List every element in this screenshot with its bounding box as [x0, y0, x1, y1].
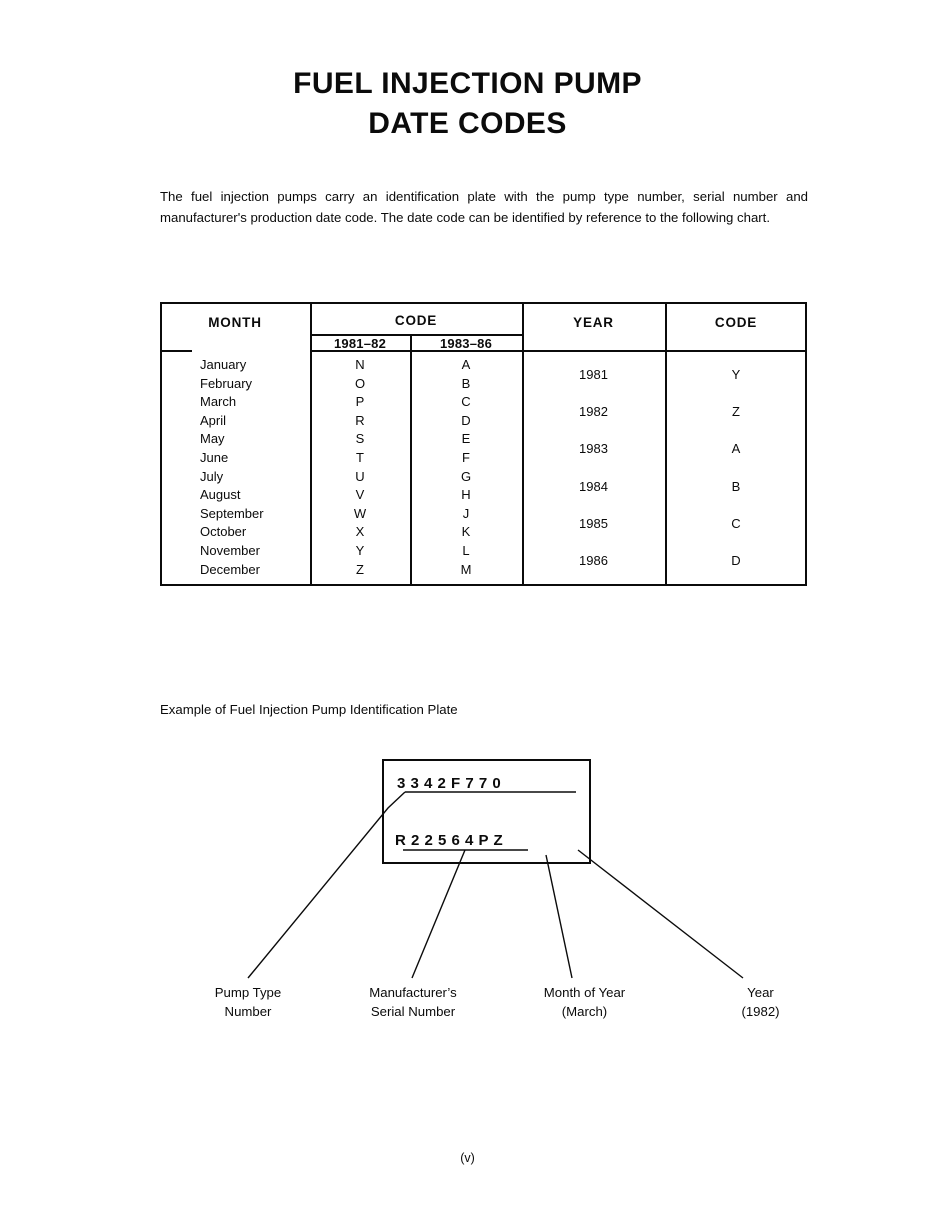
table-cell-code-1983-86: G	[460, 468, 472, 484]
table-cell-code-1981-82: R	[355, 412, 365, 428]
page-number: (v)	[460, 1151, 475, 1165]
page-footer	[0, 1151, 935, 1165]
table-cell-code-1981-82: N	[355, 357, 365, 372]
header-year-code: CODE	[714, 315, 758, 330]
table-cell-code-1981-82: P	[355, 394, 365, 410]
header-code-sub-1983-86: 1983–86	[439, 336, 492, 351]
table-cell-year: 1986	[579, 552, 608, 568]
table-cell-code-1983-86: H	[461, 487, 471, 503]
callout-month-of-year	[497, 983, 672, 1021]
table-cell-code-1981-82: T	[356, 449, 364, 465]
table-cell-code-1981-82: O	[354, 375, 366, 391]
table-cell-code-1983-86: L	[462, 542, 470, 558]
table-cell-code-1983-86: E	[461, 431, 471, 447]
callout-year-line-2: (1982)	[741, 1004, 780, 1019]
table-cell-year-code: C	[731, 515, 741, 531]
table-cell-code-1981-82: W	[353, 505, 367, 521]
callout-month-of-year-line-2: (March)	[561, 1004, 608, 1019]
callout-serial-number-line-2: Serial Number	[370, 1004, 456, 1019]
table-cell-code-1981-82: U	[355, 468, 365, 484]
page-title	[0, 64, 935, 144]
callout-serial-number-line-1: Manufacturer’s	[369, 985, 457, 1000]
table-cell-year: 1984	[579, 478, 608, 494]
table-cell-code-1981-82: X	[355, 524, 365, 540]
table-cell-month: June	[200, 449, 229, 465]
table-cell-code-1983-86: C	[461, 394, 471, 410]
table-cell-month: July	[200, 468, 224, 484]
callout-serial-number	[323, 983, 503, 1021]
callout-pump-type-number-line-1: Pump Type	[214, 985, 282, 1000]
table-cell-code-1983-86: D	[461, 412, 471, 428]
callout-year-line-1: Year	[747, 985, 774, 1000]
table-cell-year: 1982	[579, 404, 608, 420]
callout-month-of-year-line-1: Month of Year	[543, 985, 626, 1000]
header-code: CODE	[394, 313, 438, 328]
table-cell-code-1981-82: Z	[356, 561, 364, 577]
date-code-table	[160, 302, 807, 586]
year-column	[522, 356, 665, 579]
table-cell-year: 1983	[579, 441, 608, 457]
table-cell-year-code: D	[731, 552, 741, 568]
plate-row-serial-date: R 2 2 5 6 4 P Z	[395, 832, 504, 849]
leader-line-pump-type	[248, 792, 405, 978]
identification-plate-diagram	[160, 740, 810, 1040]
table-cell-code-1983-86: A	[461, 357, 471, 372]
leader-line-month	[546, 855, 572, 978]
leader-line-serial-number	[412, 850, 465, 978]
table-cell-code-1983-86: K	[461, 524, 471, 540]
table-cell-month: April	[200, 412, 227, 428]
year-code-column	[665, 356, 807, 579]
table-cell-month: March	[200, 394, 237, 410]
table-cell-month: October	[200, 524, 247, 540]
table-cell-year-code: Y	[731, 367, 741, 382]
header-month: MONTH	[208, 315, 262, 330]
table-cell-month: January	[200, 357, 247, 372]
table-cell-year: 1985	[579, 515, 608, 531]
intro-paragraph: The fuel injection pumps carry an identification plate with the pump type number, serial number and manufacturer's production date code. The date code can be identified by reference to the following chart.	[160, 189, 808, 225]
table-cell-year-code: B	[731, 478, 741, 494]
table-cell-year: 1981	[579, 367, 608, 382]
table-cell-code-1983-86: J	[462, 505, 470, 521]
table-cell-year-code: Z	[732, 404, 740, 420]
table-cell-code-1981-82: Y	[355, 542, 365, 558]
callout-pump-type-number-line-2: Number	[224, 1004, 272, 1019]
table-cell-code-1983-86: M	[460, 561, 472, 577]
header-year: YEAR	[573, 315, 614, 330]
callout-pump-type-number	[168, 983, 328, 1021]
leader-line-year	[578, 850, 743, 978]
table-cell-month: December	[200, 561, 260, 577]
table-cell-month: November	[200, 542, 260, 558]
plate-row-pump-type: 3 3 4 2 F 7 7 0	[397, 775, 502, 792]
table-cell-month: May	[200, 431, 225, 447]
header-code-sub-1981-82: 1981–82	[333, 336, 386, 351]
table-cell-code-1983-86: F	[462, 449, 470, 465]
page-title-line-1: FUEL INJECTION PUMP	[293, 67, 642, 100]
callout-year	[693, 983, 828, 1021]
code-1983-86-column	[410, 356, 522, 579]
table-cell-code-1981-82: S	[355, 431, 365, 447]
table-cell-month: September	[200, 505, 264, 521]
table-cell-month: February	[200, 375, 253, 391]
page-title-line-2: DATE CODES	[368, 107, 567, 140]
example-caption: Example of Fuel Injection Pump Identification Plate	[160, 702, 458, 717]
table-cell-year-code: A	[731, 441, 741, 457]
code-1981-82-column	[310, 356, 410, 579]
table-cell-code-1981-82: V	[355, 487, 365, 503]
table-cell-month: August	[200, 487, 241, 503]
table-body	[160, 350, 807, 586]
table-cell-code-1983-86: B	[461, 375, 471, 391]
